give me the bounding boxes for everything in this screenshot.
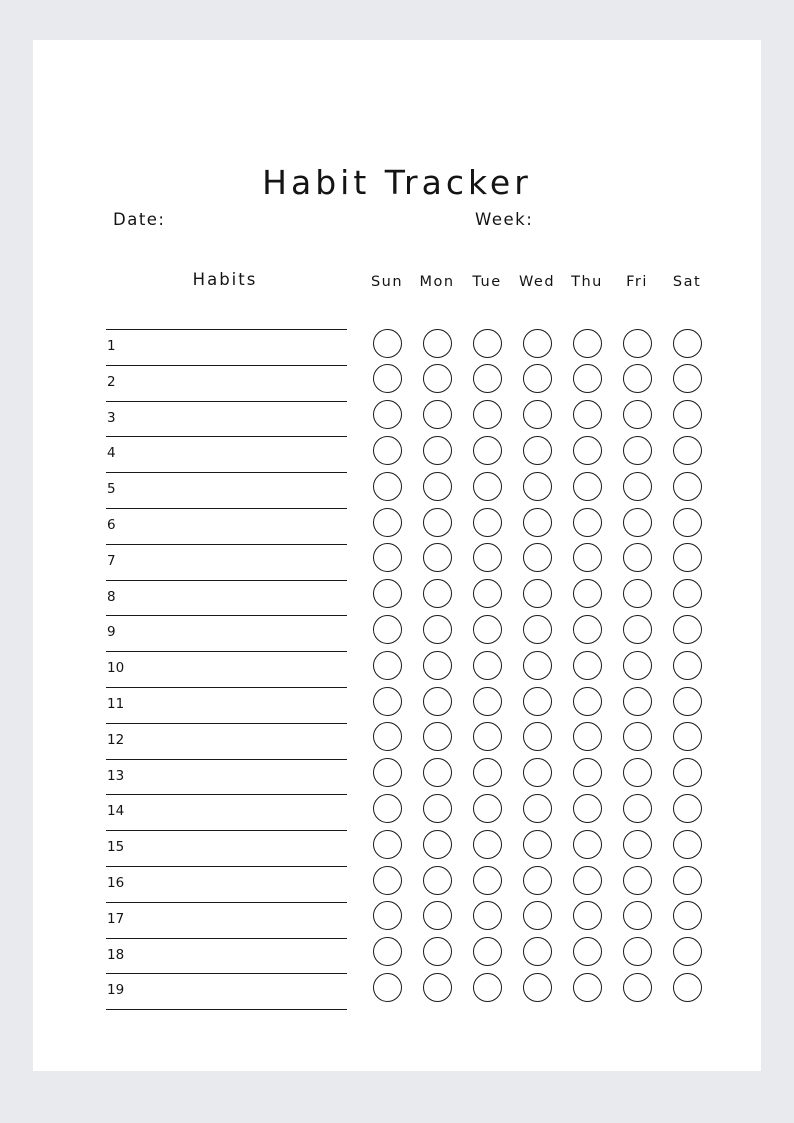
day-header-wed: Wed [518, 274, 556, 290]
habit-row-line [106, 580, 347, 581]
checkbox-circle[interactable] [523, 364, 552, 393]
checkbox-circle[interactable] [673, 543, 702, 572]
checkbox-circle[interactable] [623, 400, 652, 429]
checkbox-circle[interactable] [423, 543, 452, 572]
habit-tracker-sheet [33, 40, 761, 1071]
checkbox-circle[interactable] [623, 508, 652, 537]
checkbox-circle[interactable] [673, 579, 702, 608]
checkbox-circle[interactable] [473, 758, 502, 787]
checkbox-circle[interactable] [573, 436, 602, 465]
checkbox-circle[interactable] [523, 400, 552, 429]
checkbox-circle[interactable] [673, 615, 702, 644]
habit-number-11: 11 [107, 696, 125, 712]
checkbox-circle[interactable] [673, 937, 702, 966]
checkbox-circle[interactable] [373, 722, 402, 751]
checkbox-circle[interactable] [423, 436, 452, 465]
habit-row-line [106, 830, 347, 831]
checkbox-circle[interactable] [573, 901, 602, 930]
checkbox-circle[interactable] [473, 901, 502, 930]
checkbox-circle[interactable] [473, 543, 502, 572]
checkbox-circle[interactable] [473, 400, 502, 429]
checkbox-circle[interactable] [373, 937, 402, 966]
checkbox-circle[interactable] [423, 830, 452, 859]
checkbox-circle[interactable] [373, 472, 402, 501]
day-header-thu: Thu [571, 274, 603, 290]
habit-row-line [106, 973, 347, 974]
checkbox-circle[interactable] [423, 579, 452, 608]
checkbox-circle[interactable] [673, 722, 702, 751]
habit-number-12: 12 [107, 731, 125, 748]
habit-number-5: 5 [107, 481, 116, 498]
habit-number-19: 19 [107, 982, 125, 999]
checkbox-circle[interactable] [673, 758, 702, 787]
checkbox-circle[interactable] [473, 472, 502, 501]
habit-number-17: 17 [107, 910, 125, 927]
checkbox-circle[interactable] [473, 973, 502, 1002]
checkbox-circle[interactable] [373, 901, 402, 930]
checkbox-circle[interactable] [573, 937, 602, 966]
checkbox-circle[interactable] [523, 794, 552, 823]
checkbox-circle[interactable] [573, 329, 602, 358]
checkbox-circle[interactable] [623, 364, 652, 393]
habit-row-line [106, 651, 347, 652]
checkbox-circle[interactable] [673, 508, 702, 537]
habit-row-line [106, 615, 347, 616]
checkbox-circle[interactable] [523, 901, 552, 930]
day-header-sun: Sun [370, 274, 404, 290]
checkbox-circle[interactable] [573, 364, 602, 393]
habit-number-4: 4 [107, 445, 116, 462]
checkbox-circle[interactable] [423, 400, 452, 429]
checkbox-circle[interactable] [523, 436, 552, 465]
checkbox-circle[interactable] [523, 973, 552, 1002]
checkbox-circle[interactable] [423, 508, 452, 537]
date-label: Date: [113, 210, 166, 229]
habit-number-3: 3 [107, 409, 116, 426]
checkbox-circle[interactable] [373, 400, 402, 429]
habit-number-2: 2 [107, 373, 116, 390]
checkbox-circle[interactable] [673, 329, 702, 358]
day-header-tue: Tue [472, 274, 502, 290]
checkbox-circle[interactable] [573, 758, 602, 787]
checkbox-circle[interactable] [623, 973, 652, 1002]
checkbox-circle[interactable] [523, 651, 552, 680]
checkbox-circle[interactable] [373, 758, 402, 787]
checkbox-circle[interactable] [373, 579, 402, 608]
checkbox-circle[interactable] [373, 794, 402, 823]
habit-number-6: 6 [107, 517, 116, 533]
page-title: Habit Tracker [262, 163, 532, 202]
checkbox-circle[interactable] [423, 364, 452, 393]
checkbox-circle[interactable] [373, 329, 402, 358]
habit-row-line [106, 902, 347, 903]
checkbox-circle[interactable] [423, 687, 452, 716]
checkbox-circle[interactable] [423, 901, 452, 930]
habit-row-line [106, 866, 347, 867]
checkbox-circle[interactable] [573, 472, 602, 501]
checkbox-circle[interactable] [673, 866, 702, 895]
checkbox-circle[interactable] [573, 687, 602, 716]
checkbox-circle[interactable] [573, 508, 602, 537]
checkbox-circle[interactable] [373, 687, 402, 716]
checkbox-circle[interactable] [523, 329, 552, 358]
habit-number-7: 7 [107, 552, 116, 569]
habit-number-9: 9 [107, 624, 116, 641]
checkbox-circle[interactable] [473, 722, 502, 751]
week-label: Week: [475, 210, 534, 229]
habit-number-8: 8 [107, 588, 116, 605]
habit-row-line [106, 1009, 347, 1010]
checkbox-circle[interactable] [523, 758, 552, 787]
checkbox-circle[interactable] [473, 830, 502, 859]
habit-number-15: 15 [107, 839, 125, 856]
checkbox-circle[interactable] [523, 830, 552, 859]
checkbox-circle[interactable] [423, 615, 452, 644]
habit-row-line [106, 472, 347, 473]
habit-number-16: 16 [107, 875, 125, 891]
checkbox-circle[interactable] [473, 794, 502, 823]
checkbox-circle[interactable] [573, 794, 602, 823]
checkbox-circle[interactable] [523, 615, 552, 644]
checkbox-circle[interactable] [423, 794, 452, 823]
habit-row-line [106, 759, 347, 760]
checkbox-circle[interactable] [523, 508, 552, 537]
checkbox-circle[interactable] [623, 830, 652, 859]
checkbox-circle[interactable] [523, 722, 552, 751]
checkbox-circle[interactable] [523, 866, 552, 895]
checkbox-circle[interactable] [673, 472, 702, 501]
checkbox-circle[interactable] [423, 651, 452, 680]
habit-row-line [106, 401, 347, 402]
checkbox-circle[interactable] [523, 687, 552, 716]
checkbox-circle[interactable] [623, 329, 652, 358]
checkbox-circle[interactable] [423, 329, 452, 358]
checkbox-circle[interactable] [623, 722, 652, 751]
habit-row-line [106, 329, 347, 330]
checkbox-circle[interactable] [373, 508, 402, 537]
checkbox-circle[interactable] [673, 973, 702, 1002]
checkbox-circle[interactable] [673, 400, 702, 429]
habit-row-line [106, 436, 347, 437]
habits-heading: Habits [192, 270, 258, 289]
day-header-mon: Mon [419, 274, 455, 290]
checkbox-circle[interactable] [573, 579, 602, 608]
checkbox-circle[interactable] [373, 866, 402, 895]
habit-number-13: 13 [107, 767, 125, 784]
checkbox-circle[interactable] [623, 794, 652, 823]
habit-row-line [106, 938, 347, 939]
checkbox-circle[interactable] [473, 866, 502, 895]
checkbox-circle[interactable] [673, 364, 702, 393]
checkbox-circle[interactable] [573, 651, 602, 680]
habit-row-line [106, 508, 347, 509]
checkbox-circle[interactable] [623, 901, 652, 930]
checkbox-circle[interactable] [473, 937, 502, 966]
habit-row-line [106, 544, 347, 545]
checkbox-circle[interactable] [423, 758, 452, 787]
checkbox-circle[interactable] [473, 508, 502, 537]
checkbox-circle[interactable] [423, 722, 452, 751]
checkbox-circle[interactable] [523, 937, 552, 966]
habit-number-10: 10 [107, 660, 125, 677]
checkbox-circle[interactable] [673, 901, 702, 930]
checkbox-circle[interactable] [623, 937, 652, 966]
habit-number-14: 14 [107, 803, 125, 820]
checkbox-circle[interactable] [473, 436, 502, 465]
habit-row-line [106, 723, 347, 724]
checkbox-circle[interactable] [573, 973, 602, 1002]
checkbox-circle[interactable] [473, 329, 502, 358]
checkbox-circle[interactable] [423, 937, 452, 966]
habit-row-line [106, 365, 347, 366]
checkbox-circle[interactable] [673, 436, 702, 465]
checkbox-circle[interactable] [573, 543, 602, 572]
checkbox-circle[interactable] [623, 436, 652, 465]
checkbox-circle[interactable] [373, 830, 402, 859]
checkbox-circle[interactable] [623, 579, 652, 608]
checkbox-circle[interactable] [523, 472, 552, 501]
checkbox-circle[interactable] [623, 758, 652, 787]
checkbox-circle[interactable] [423, 866, 452, 895]
checkbox-circle[interactable] [523, 579, 552, 608]
checkbox-circle[interactable] [423, 472, 452, 501]
checkbox-circle[interactable] [473, 687, 502, 716]
checkbox-circle[interactable] [623, 543, 652, 572]
checkbox-circle[interactable] [473, 615, 502, 644]
checkbox-circle[interactable] [623, 651, 652, 680]
checkbox-circle[interactable] [473, 579, 502, 608]
day-header-sat: Sat [672, 274, 702, 290]
checkbox-circle[interactable] [373, 543, 402, 572]
checkbox-circle[interactable] [373, 973, 402, 1002]
checkbox-circle[interactable] [523, 543, 552, 572]
checkbox-circle[interactable] [673, 794, 702, 823]
checkbox-circle[interactable] [373, 651, 402, 680]
habit-number-1: 1 [107, 338, 116, 354]
habit-row-line [106, 687, 347, 688]
checkbox-circle[interactable] [673, 830, 702, 859]
habit-number-18: 18 [107, 946, 125, 963]
checkbox-circle[interactable] [623, 866, 652, 895]
checkbox-circle[interactable] [373, 436, 402, 465]
habit-row-line [106, 794, 347, 795]
checkbox-circle[interactable] [373, 364, 402, 393]
checkbox-circle[interactable] [473, 364, 502, 393]
checkbox-circle[interactable] [623, 472, 652, 501]
checkbox-circle[interactable] [573, 615, 602, 644]
checkbox-circle[interactable] [473, 651, 502, 680]
checkbox-circle[interactable] [673, 651, 702, 680]
checkbox-circle[interactable] [373, 615, 402, 644]
checkbox-circle[interactable] [623, 687, 652, 716]
checkbox-circle[interactable] [573, 830, 602, 859]
checkbox-circle[interactable] [573, 722, 602, 751]
checkbox-circle[interactable] [673, 687, 702, 716]
checkbox-circle[interactable] [573, 866, 602, 895]
day-header-fri: Fri [626, 274, 648, 290]
checkbox-circle[interactable] [423, 973, 452, 1002]
checkbox-circle[interactable] [623, 615, 652, 644]
checkbox-circle[interactable] [573, 400, 602, 429]
